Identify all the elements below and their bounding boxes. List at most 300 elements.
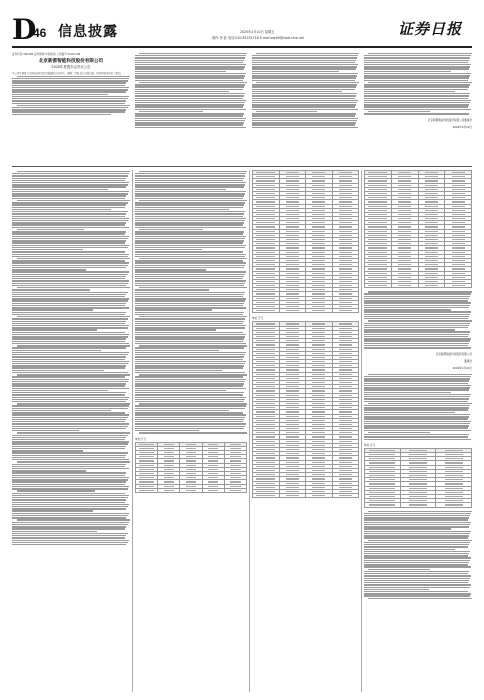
text-line-placeholder — [12, 184, 128, 185]
text-line-placeholder — [135, 260, 243, 261]
text-line-placeholder — [12, 540, 129, 541]
text-line-placeholder — [12, 381, 128, 382]
text-line-placeholder — [135, 195, 244, 196]
text-line-placeholder — [364, 589, 429, 590]
text-line-placeholder — [12, 245, 129, 246]
text-line-placeholder — [135, 267, 244, 268]
text-line-placeholder — [12, 392, 126, 393]
text-line-placeholder — [252, 118, 358, 119]
text-line-placeholder — [135, 428, 244, 429]
text-line-placeholder — [252, 98, 355, 99]
text-line-placeholder — [364, 555, 468, 556]
text-line-placeholder — [364, 580, 469, 581]
text-line-placeholder — [364, 302, 471, 303]
text-line-placeholder — [364, 522, 471, 523]
text-line-placeholder — [364, 102, 470, 103]
text-line-placeholder — [135, 321, 244, 322]
text-line-placeholder — [135, 312, 244, 313]
text-line-placeholder — [12, 296, 125, 297]
text-line-placeholder — [135, 314, 243, 315]
lower-column-4-body-2 — [364, 374, 472, 440]
text-line-placeholder — [135, 347, 244, 348]
text-line-placeholder — [135, 66, 245, 67]
text-line-placeholder — [252, 57, 357, 58]
table-caption-1: 单位:万元 — [135, 437, 147, 441]
text-line-placeholder — [135, 240, 244, 241]
text-line-placeholder — [364, 91, 455, 92]
text-line-placeholder — [12, 191, 129, 192]
text-line-placeholder — [364, 86, 469, 87]
text-line-placeholder — [17, 316, 130, 317]
text-line-placeholder — [364, 104, 469, 105]
column-rule — [132, 170, 133, 692]
text-line-placeholder — [12, 502, 125, 503]
text-line-placeholder — [12, 354, 128, 355]
text-line-placeholder — [364, 95, 469, 96]
table-cell — [279, 494, 306, 498]
text-line-placeholder — [135, 394, 243, 395]
page-letter: D — [12, 13, 37, 46]
text-line-placeholder — [12, 506, 128, 507]
text-line-placeholder — [12, 457, 125, 458]
contact-line: 制作:李 波 电话:010-83251716 E-mail:zqrb9@zqrb.sina.net — [212, 36, 304, 40]
text-line-placeholder — [12, 350, 101, 351]
right-signature-role: 董事会 — [464, 359, 472, 363]
text-line-placeholder — [364, 55, 471, 56]
text-line-placeholder — [12, 269, 86, 270]
text-line-placeholder — [135, 417, 245, 418]
text-line-placeholder — [12, 531, 97, 532]
text-line-placeholder — [135, 64, 246, 65]
text-line-placeholder — [364, 557, 471, 558]
text-line-placeholder — [135, 100, 246, 101]
text-line-placeholder — [364, 436, 468, 437]
text-line-placeholder — [135, 80, 243, 81]
text-line-placeholder — [364, 587, 470, 588]
text-line-placeholder — [135, 289, 209, 290]
text-line-placeholder — [252, 80, 355, 81]
text-line-placeholder — [12, 455, 126, 456]
text-line-placeholder — [364, 323, 470, 324]
text-line-placeholder — [252, 75, 357, 76]
text-line-placeholder — [139, 432, 247, 433]
text-line-placeholder — [364, 425, 469, 426]
text-line-placeholder — [135, 361, 246, 362]
text-line-placeholder — [364, 345, 468, 346]
top-column-3 — [252, 52, 359, 162]
text-line-placeholder — [364, 434, 469, 435]
text-line-placeholder — [135, 323, 243, 324]
text-line-placeholder — [364, 439, 471, 440]
text-line-placeholder — [364, 542, 470, 543]
table-cell — [180, 488, 202, 492]
text-line-placeholder — [12, 524, 128, 525]
text-line-placeholder — [364, 60, 469, 61]
text-line-placeholder — [12, 332, 125, 333]
text-line-placeholder — [12, 513, 129, 514]
text-line-placeholder — [252, 91, 342, 92]
text-line-placeholder — [364, 553, 469, 554]
text-line-placeholder — [12, 430, 79, 431]
text-line-placeholder — [12, 276, 126, 277]
table-row — [253, 309, 359, 313]
text-line-placeholder — [364, 405, 470, 406]
text-line-placeholder — [12, 517, 126, 518]
text-line-placeholder — [135, 175, 245, 176]
lower-column-1 — [12, 170, 130, 692]
text-line-placeholder — [17, 76, 130, 77]
text-line-placeholder — [135, 410, 229, 411]
text-line-placeholder — [252, 95, 356, 96]
text-line-placeholder — [12, 103, 125, 104]
table-row — [365, 503, 472, 507]
text-line-placeholder — [135, 280, 246, 281]
text-line-placeholder — [135, 115, 243, 116]
text-line-placeholder — [12, 175, 128, 176]
text-line-placeholder — [364, 309, 451, 310]
text-line-placeholder — [12, 495, 129, 496]
text-line-placeholder — [252, 109, 358, 110]
text-line-placeholder — [135, 89, 243, 90]
text-line-placeholder — [364, 526, 469, 527]
text-line-placeholder — [364, 546, 468, 547]
text-line-placeholder — [252, 113, 356, 114]
text-line-placeholder — [12, 173, 129, 174]
text-line-placeholder — [12, 298, 129, 299]
notice-code-line: 证券代码:300308 证券简称:中际旭创 公告编号:2020-038 — [12, 53, 81, 56]
text-line-placeholder — [12, 394, 125, 395]
text-line-placeholder — [12, 426, 128, 427]
text-line-placeholder — [12, 247, 128, 248]
text-line-placeholder — [135, 430, 199, 431]
text-line-placeholder — [12, 289, 90, 290]
text-line-placeholder — [12, 383, 126, 384]
text-line-placeholder — [135, 75, 245, 76]
text-line-placeholder — [364, 100, 471, 101]
text-line-placeholder — [135, 93, 245, 94]
text-line-placeholder — [12, 450, 83, 451]
text-line-placeholder — [12, 526, 126, 527]
text-line-placeholder — [12, 249, 83, 250]
text-line-placeholder — [12, 488, 128, 489]
text-line-placeholder — [364, 336, 468, 337]
text-line-placeholder — [135, 329, 216, 330]
text-line-placeholder — [135, 57, 245, 58]
text-line-placeholder — [135, 231, 244, 232]
text-line-placeholder — [252, 124, 355, 125]
text-line-placeholder — [12, 238, 128, 239]
text-line-placeholder — [135, 381, 245, 382]
text-line-placeholder — [12, 367, 125, 368]
text-line-placeholder — [364, 305, 470, 306]
text-line-placeholder — [12, 459, 129, 460]
right-signature-date: 2020年4月10日 — [452, 367, 472, 371]
text-line-placeholder — [364, 513, 471, 514]
text-line-placeholder — [364, 93, 470, 94]
text-line-placeholder — [12, 189, 108, 190]
lower-column-4 — [364, 170, 472, 692]
text-line-placeholder — [364, 549, 455, 550]
text-line-placeholder — [135, 318, 245, 319]
text-line-placeholder — [135, 292, 245, 293]
text-line-placeholder — [364, 595, 470, 596]
text-line-placeholder — [135, 414, 246, 415]
text-line-placeholder — [135, 303, 244, 304]
text-line-placeholder — [12, 423, 129, 424]
text-line-placeholder — [12, 484, 125, 485]
text-line-placeholder — [135, 298, 246, 299]
text-line-placeholder — [364, 392, 451, 393]
text-line-placeholder — [364, 77, 469, 78]
table-cell — [391, 284, 418, 288]
text-line-placeholder — [12, 379, 129, 380]
text-line-placeholder — [12, 446, 126, 447]
text-line-placeholder — [12, 178, 126, 179]
table-cell — [418, 284, 445, 288]
text-line-placeholder — [364, 582, 468, 583]
text-line-placeholder — [12, 325, 129, 326]
text-line-placeholder — [364, 396, 470, 397]
table-cell — [365, 503, 401, 507]
text-line-placeholder — [252, 60, 356, 61]
text-line-placeholder — [12, 216, 125, 217]
text-line-placeholder — [135, 227, 246, 228]
text-line-placeholder — [135, 242, 243, 243]
text-line-placeholder — [364, 80, 468, 81]
text-line-placeholder — [135, 352, 246, 353]
text-line-placeholder — [252, 127, 358, 128]
text-line-placeholder — [364, 106, 468, 107]
text-line-placeholder — [364, 66, 470, 67]
text-line-placeholder — [139, 111, 203, 112]
text-line-placeholder — [252, 93, 357, 94]
text-line-placeholder — [252, 77, 356, 78]
text-line-placeholder — [364, 560, 470, 561]
text-line-placeholder — [12, 537, 125, 538]
text-line-placeholder — [135, 285, 244, 286]
text-line-placeholder — [12, 464, 126, 465]
text-line-placeholder — [364, 338, 471, 339]
text-line-placeholder — [364, 575, 471, 576]
text-line-placeholder — [135, 182, 246, 183]
top-column-4-body — [364, 53, 472, 115]
text-line-placeholder — [364, 387, 470, 388]
text-line-placeholder — [364, 378, 470, 379]
text-line-placeholder — [364, 327, 468, 328]
text-line-placeholder — [364, 64, 471, 65]
table-cell — [436, 503, 472, 507]
text-line-placeholder — [12, 343, 129, 344]
text-line-placeholder — [12, 323, 125, 324]
text-line-placeholder — [364, 376, 471, 377]
text-line-placeholder — [256, 53, 359, 54]
text-line-placeholder — [135, 220, 245, 221]
text-line-placeholder — [368, 374, 472, 375]
text-line-placeholder — [12, 419, 126, 420]
text-line-placeholder — [12, 477, 129, 478]
text-line-placeholder — [135, 91, 229, 92]
text-line-placeholder — [368, 598, 472, 599]
text-line-placeholder — [135, 343, 246, 344]
text-line-placeholder — [364, 62, 468, 63]
text-line-placeholder — [12, 452, 128, 453]
text-line-placeholder — [364, 401, 468, 402]
text-line-placeholder — [12, 408, 128, 409]
text-line-placeholder — [12, 94, 108, 95]
table-cell — [202, 488, 224, 492]
text-line-placeholder — [12, 441, 129, 442]
table-cell — [332, 494, 359, 498]
text-line-placeholder — [12, 376, 125, 377]
text-line-placeholder — [364, 562, 469, 563]
text-line-placeholder — [17, 287, 130, 288]
text-line-placeholder — [12, 267, 126, 268]
text-line-placeholder — [12, 254, 129, 255]
table-cell — [306, 309, 333, 313]
text-line-placeholder — [256, 82, 359, 83]
text-line-placeholder — [252, 73, 358, 74]
text-line-placeholder — [12, 356, 126, 357]
text-line-placeholder — [135, 390, 226, 391]
text-line-placeholder — [135, 224, 243, 225]
financial-table-3 — [252, 321, 359, 498]
text-line-placeholder — [364, 383, 468, 384]
text-line-placeholder — [364, 515, 470, 516]
text-line-placeholder — [12, 107, 128, 108]
financial-table-4 — [364, 170, 472, 288]
text-line-placeholder — [364, 109, 471, 110]
text-line-placeholder — [139, 200, 247, 201]
text-line-placeholder — [368, 403, 472, 404]
text-line-placeholder — [139, 229, 203, 230]
text-line-placeholder — [252, 120, 357, 121]
text-line-placeholder — [17, 403, 130, 404]
text-line-placeholder — [135, 421, 243, 422]
text-line-placeholder — [135, 388, 246, 389]
text-line-placeholder — [364, 296, 470, 297]
text-line-placeholder — [12, 271, 129, 272]
text-line-placeholder — [12, 82, 126, 83]
text-line-placeholder — [12, 312, 126, 313]
text-line-placeholder — [12, 359, 125, 360]
text-line-placeholder — [135, 245, 246, 246]
text-line-placeholder — [135, 276, 244, 277]
text-line-placeholder — [364, 68, 469, 69]
text-line-placeholder — [12, 195, 126, 196]
text-line-placeholder — [364, 517, 469, 518]
text-line-placeholder — [12, 193, 128, 194]
table-cell — [136, 488, 158, 492]
text-line-placeholder — [364, 573, 468, 574]
text-line-placeholder — [364, 524, 470, 525]
text-line-placeholder — [12, 87, 129, 88]
text-line-placeholder — [12, 220, 128, 221]
text-line-placeholder — [12, 218, 129, 219]
text-line-placeholder — [12, 91, 126, 92]
text-line-placeholder — [135, 341, 243, 342]
text-line-placeholder — [135, 350, 219, 351]
text-line-placeholder — [12, 198, 125, 199]
text-line-placeholder — [135, 309, 212, 310]
text-line-placeholder — [135, 296, 243, 297]
table-cell — [445, 284, 472, 288]
text-line-placeholder — [135, 399, 245, 400]
text-line-placeholder — [135, 265, 245, 266]
text-line-placeholder — [12, 372, 128, 373]
text-line-placeholder — [364, 430, 471, 431]
text-line-placeholder — [12, 236, 129, 237]
text-line-placeholder — [364, 113, 469, 114]
text-line-placeholder — [17, 105, 130, 106]
text-line-placeholder — [135, 173, 246, 174]
text-line-placeholder — [12, 542, 128, 543]
text-line-placeholder — [135, 109, 246, 110]
text-line-placeholder — [135, 269, 206, 270]
text-line-placeholder — [17, 258, 130, 259]
text-line-placeholder — [368, 569, 430, 570]
text-line-placeholder — [252, 86, 356, 87]
text-line-placeholder — [135, 379, 246, 380]
text-line-placeholder — [12, 251, 125, 252]
text-line-placeholder — [139, 82, 247, 83]
text-line-placeholder — [135, 251, 243, 252]
text-line-placeholder — [364, 343, 469, 344]
text-line-placeholder — [135, 271, 246, 272]
text-line-placeholder — [364, 84, 470, 85]
text-line-placeholder — [135, 397, 246, 398]
text-line-placeholder — [12, 100, 126, 101]
text-line-placeholder — [135, 209, 229, 210]
text-line-placeholder — [12, 508, 126, 509]
text-line-placeholder — [364, 537, 468, 538]
text-line-placeholder — [364, 311, 471, 312]
text-line-placeholder — [17, 374, 130, 375]
text-line-placeholder — [139, 403, 247, 404]
lower-column-4-body — [364, 291, 472, 348]
page-number: 46 — [33, 26, 47, 40]
text-line-placeholder — [364, 531, 471, 532]
text-line-placeholder — [364, 340, 470, 341]
text-line-placeholder — [135, 383, 244, 384]
text-line-placeholder — [12, 294, 126, 295]
text-line-placeholder — [12, 504, 129, 505]
text-line-placeholder — [135, 405, 246, 406]
text-line-placeholder — [135, 238, 245, 239]
text-line-placeholder — [12, 318, 128, 319]
text-line-placeholder — [252, 68, 356, 69]
text-line-placeholder — [12, 321, 126, 322]
text-line-placeholder — [135, 354, 245, 355]
text-line-placeholder — [135, 426, 245, 427]
text-line-placeholder — [135, 249, 202, 250]
text-line-placeholder — [364, 75, 470, 76]
text-line-placeholder — [12, 347, 126, 348]
text-line-placeholder — [364, 418, 468, 419]
text-line-placeholder — [12, 260, 125, 261]
text-line-placeholder — [135, 127, 246, 128]
text-line-placeholder — [364, 316, 469, 317]
text-line-placeholder — [12, 428, 126, 429]
text-line-placeholder — [12, 479, 128, 480]
page-content — [12, 52, 472, 692]
text-line-placeholder — [12, 109, 126, 110]
text-line-placeholder — [12, 274, 128, 275]
column-rule — [361, 170, 362, 692]
text-line-placeholder — [364, 578, 470, 579]
text-line-placeholder — [12, 240, 126, 241]
text-line-placeholder — [364, 423, 470, 424]
text-line-placeholder — [12, 421, 125, 422]
